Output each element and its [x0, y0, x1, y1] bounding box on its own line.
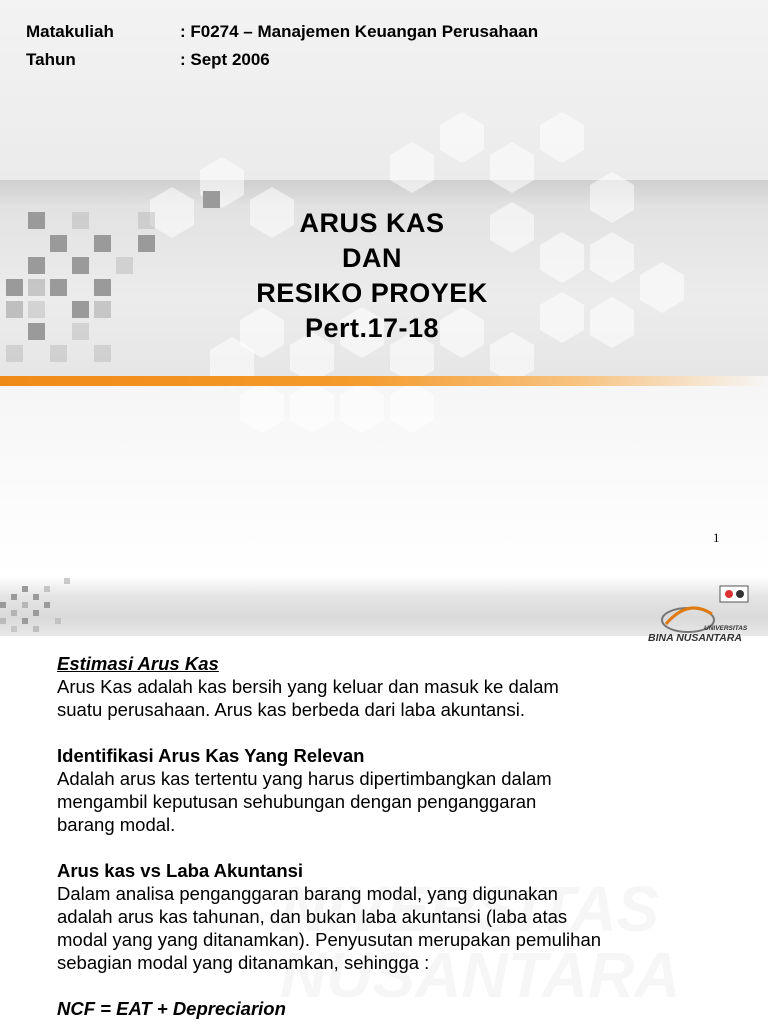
- body-line: suatu perusahaan. Arus kas berbeda dari laba akuntansi.: [57, 699, 525, 720]
- slide-title: [0, 206, 744, 346]
- orange-accent-line: [0, 376, 768, 386]
- meta-label: Tahun: [26, 50, 76, 69]
- bina-nusantara-logo-icon: [648, 584, 758, 648]
- university-logo: [648, 584, 758, 648]
- slide-body: [57, 652, 737, 1020]
- section-arus-vs-laba: [57, 859, 737, 974]
- meta-value: : F0274 – Manajemen Keuangan Perusahaan: [180, 22, 539, 41]
- body-line: Adalah arus kas tertentu yang harus dipertimbangkan dalam: [57, 768, 552, 789]
- section-heading: Identifikasi Arus Kas Yang Relevan: [57, 745, 365, 766]
- svg-text:BINA NUSANTARA: BINA NUSANTARA: [648, 632, 742, 644]
- meta-row-year: [26, 46, 538, 74]
- meta-label: Matakuliah: [26, 22, 114, 41]
- square-pattern-decoration: [0, 576, 80, 636]
- body-line: Dalam analisa penganggaran barang modal, yang digunakan: [57, 883, 558, 904]
- section-identifikasi: [57, 744, 737, 836]
- meta-value: : Sept 2006: [180, 50, 270, 69]
- course-meta: [26, 18, 538, 74]
- title-line: DAN: [342, 243, 402, 273]
- meta-row-course: [26, 18, 538, 46]
- body-line: mengambil keputusan sehubungan dengan penganggaran: [57, 791, 537, 812]
- content-slide: [0, 576, 768, 1024]
- body-line: modal yang yang ditanamkan). Penyusutan merupakan pemulihan: [57, 929, 602, 950]
- title-line: ARUS KAS: [299, 208, 445, 238]
- svg-text:UNIVERSITAS: UNIVERSITAS: [704, 625, 748, 632]
- page-number: 1: [713, 530, 720, 545]
- body-line: sebagian modal yang ditanamkan, sehingga :: [57, 952, 430, 973]
- section-estimasi: [57, 652, 737, 721]
- body-line: barang modal.: [57, 814, 176, 835]
- body-line: Arus Kas adalah kas bersih yang keluar dan masuk ke dalam: [57, 676, 559, 697]
- formula-ncf: NCF = EAT + Depreciarion: [57, 998, 286, 1019]
- section-heading: Estimasi Arus Kas: [57, 653, 219, 674]
- section-heading: Arus kas vs Laba Akuntansi: [57, 860, 304, 881]
- title-line: Pert.17-18: [304, 313, 440, 343]
- body-line: adalah arus kas tahunan, dan bukan laba akuntansi (laba atas: [57, 906, 568, 927]
- title-line: RESIKO PROYEK: [256, 278, 488, 308]
